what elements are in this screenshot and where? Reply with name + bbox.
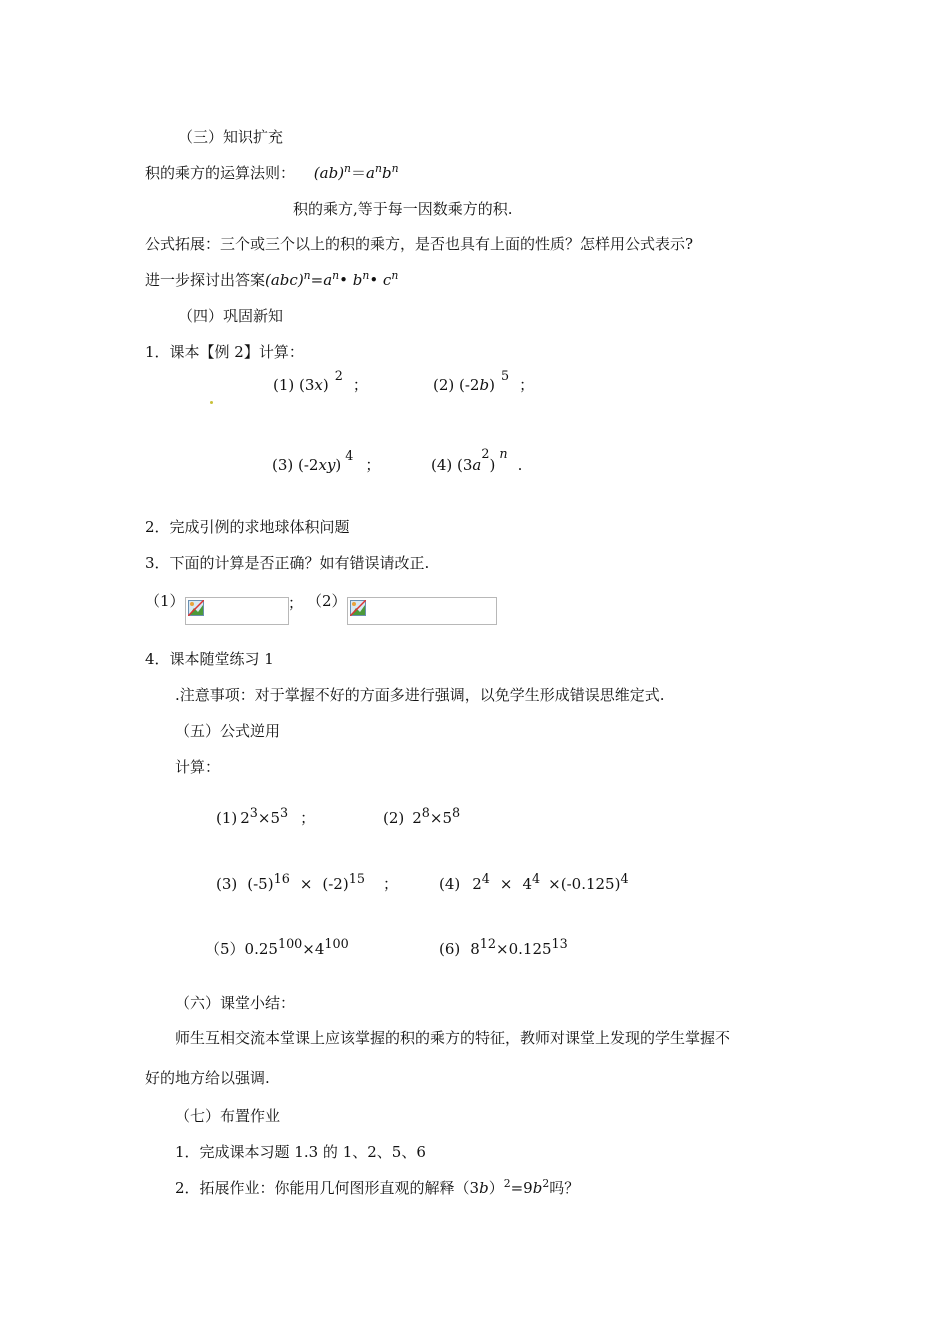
q1-image	[185, 597, 289, 625]
q2-image	[347, 597, 497, 625]
item-2: 2．完成引例的求地球体积问题	[145, 518, 350, 536]
exercise-3: (3) $(-5)^{16} \times (-2)^{15}$ ；	[216, 872, 398, 893]
exercise-6: (6) $8^{12}\times 0.125^{13}$	[439, 937, 568, 958]
problem-4: (4) $(3a^2)^n$.	[431, 447, 523, 474]
note: .注意事项：对于掌握不好的方面多进行强调，以免学生形成错误思维定式.	[175, 686, 665, 704]
rule-line	[145, 162, 399, 182]
item-3: 3．下面的计算是否正确？如有错误请改正.	[145, 554, 430, 572]
homework-2: 2．拓展作业：你能用几何图形直观的解释$(3b)^2=9b^2$吗？	[175, 1177, 580, 1197]
exercise-4: (4) $2^4 \times 4^4 \times(-0.125)^4$	[439, 872, 629, 893]
problem-2: (2) (-2b) $^5$ ；	[433, 369, 535, 394]
problem-3: (3) (-2xy) $^4$ ；	[272, 449, 381, 474]
extension-text: 公式拓展：三个或三个以上的积的乘方，是否也具有上面的性质？怎样用公式表示?	[145, 235, 694, 253]
section-heading-7: （七）布置作业	[175, 1107, 281, 1125]
homework-1: 1．完成课本习题 1.3 的 1、2、5、6	[175, 1143, 426, 1161]
rule-text: 积的乘方,等于每一因数乘方的积.	[293, 200, 513, 218]
exercise-2: (2) $2^8\times 5^8$	[383, 806, 461, 827]
answer-line	[145, 269, 399, 289]
answer-prefix: 进一步探讨出答案	[145, 271, 266, 289]
item-1: 1．课本【例 2】计算：	[145, 343, 304, 361]
q-separator: ；	[288, 594, 304, 612]
section-heading-4: （四）巩固新知	[178, 307, 284, 325]
broken-image-icon	[350, 600, 366, 616]
stray-dot	[210, 401, 213, 404]
q2-label: （2）	[307, 592, 347, 610]
section-heading-3: （三）知识扩充	[178, 128, 284, 146]
exercise-5: $(5)0.25^{100}\times 4^{100}$	[205, 937, 349, 958]
calc-label: 计算：	[175, 758, 221, 776]
answer-formula: $(abc)^n=a^n•$ $b^n•$ $c^n$	[265, 269, 399, 289]
section-heading-6: （六）课堂小结：	[175, 994, 296, 1012]
broken-image-icon	[188, 600, 204, 616]
rule-formula: $(ab)^n=a^nb^n$	[313, 162, 399, 182]
exercise-1: (1) $2^3\times 5^3$ ；	[216, 806, 316, 827]
summary-line-2: 好的地方给以强调.	[145, 1069, 270, 1087]
q1-label: （1）	[145, 592, 185, 610]
item-4: 4．课本随堂练习 1	[145, 650, 274, 668]
section-heading-5: （五）公式逆用	[175, 722, 281, 740]
rule-label: 积的乘方的运算法则：	[145, 164, 296, 182]
summary-line-1: 师生互相交流本堂课上应该掌握的积的乘方的特征，教师对课堂上发现的学生掌握不	[175, 1029, 731, 1047]
problem-1: (1) (3x) $^2$ ；	[273, 369, 368, 394]
